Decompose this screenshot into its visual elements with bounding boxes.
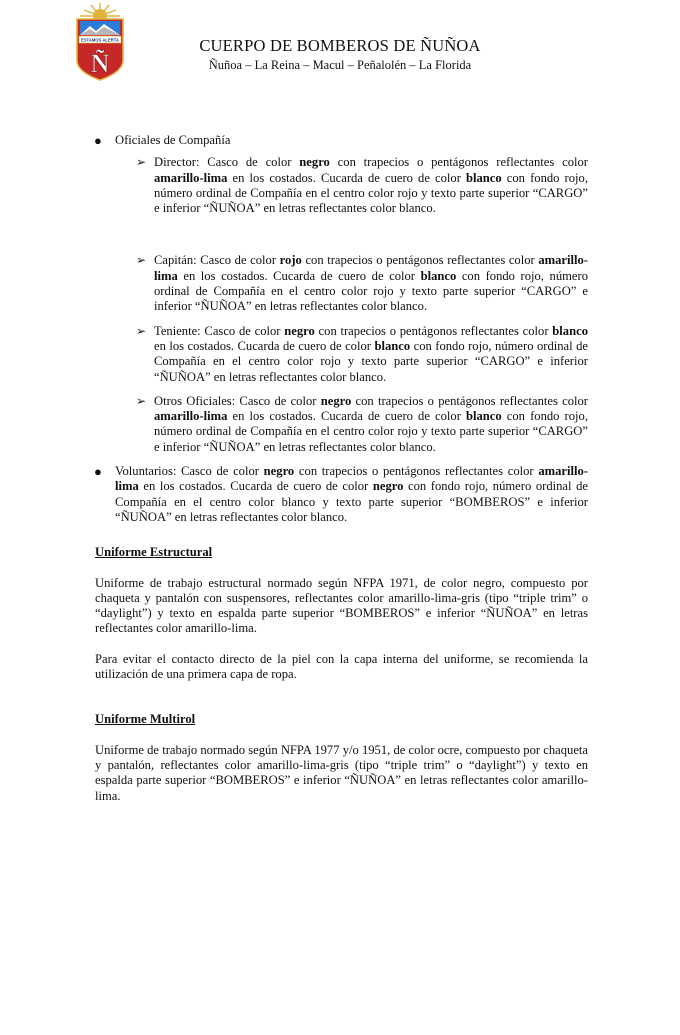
paragraph-estructural-2: Para evitar el contacto directo de la piel con la capa interna del uniforme, se recomienda la utilización de una primera capa de ropa.: [95, 651, 588, 682]
bullet-officers: [95, 133, 588, 148]
officer-item-capitan: ➢ Capitán: Casco de color rojo con trapecios o pentágonos reflectantes color amarillo-lima en los costados. Cucarda de cuero de color blanco con fondo rojo, número ordinal de Compañía en el centro color rojo y texto parte superior “CARGO” e inferior “ÑUÑOA” en letras reflectantes color blanco.: [136, 253, 588, 314]
org-title: CUERPO DE BOMBEROS DE ÑUÑOA: [199, 36, 481, 55]
arrow-bullet-icon: ➢: [136, 323, 147, 338]
heading-uniforme-multirol: Uniforme Multirol: [95, 712, 196, 727]
logo-motto: ESTAMOS ALERTA: [80, 37, 120, 43]
officer-item-director: ➢ Director: Casco de color negro con trapecios o pentágonos reflectantes color amarillo-lima en los costados. Cucarda de cuero de color blanco con fondo rojo, número ordinal de Compañía en el centro color rojo y texto parte superior “CARGO” e inferior “ÑUÑOA” en letras reflectantes color blanco.: [136, 155, 588, 216]
bullet-dot-icon: ●: [94, 464, 102, 480]
document-body: [95, 133, 588, 804]
officer-item-otros: ➢ Otros Oficiales: Casco de color negro con trapecios o pentágonos reflectantes color amarillo-lima en los costados. Cucarda de cuero de color blanco con fondo rojo, número ordinal de Compañía en el centro color rojo y texto parte superior “CARGO” e inferior “ÑUÑOA” en letras reflectantes color blanco.: [136, 393, 588, 454]
paragraph-estructural-1: Uniforme de trabajo estructural normado según NFPA 1971, de color negro, compuesto por chaqueta y pantalón con suspensores, reflectantes color amarillo-lima-gris (tipo “triple trim” o “daylight”) y texto en espalda parte superior “BOMBEROS” e inferior “ÑUÑOA” en letras reflectantes color amarillo-lima.: [95, 575, 588, 636]
logo-letter: Ñ: [90, 49, 110, 78]
heading-uniforme-estructural: Uniforme Estructural: [95, 545, 213, 560]
org-subtitle: Ñuñoa – La Reina – Macul – Peñalolén – La Florida: [208, 58, 472, 72]
arrow-bullet-icon: ➢: [136, 393, 147, 408]
arrow-bullet-icon: ➢: [136, 253, 147, 268]
bullet-volunteers: ● Voluntarios: Casco de color negro con trapecios o pentágonos reflectantes color amarillo-lima en los costados. Cucarda de cuero de color negro con fondo rojo, número ordinal de Compañía en el centro color blanco y texto parte superior “BOMBEROS” e inferior “ÑUÑOA” en letras reflectantes color blanco.: [94, 464, 589, 524]
fire-department-logo: [74, 2, 126, 82]
officers-label: Oficiales de Compañía: [115, 133, 231, 147]
arrow-bullet-icon: ➢: [136, 155, 147, 170]
officer-item-teniente: ➢ Teniente: Casco de color negro con trapecios o pentágonos reflectantes color blanco en los costados. Cucarda de cuero de color blanco con fondo rojo, número ordinal de Compañía en el centro color rojo y texto parte superior “CARGO” e inferior “ÑUÑOA” en letras reflectantes color blanco.: [136, 323, 588, 384]
bullet-dot-icon: ●: [94, 133, 102, 148]
paragraph-multirol-1: Uniforme de trabajo normado según NFPA 1977 y/o 1951, de color ocre, compuesto por chaqueta y pantalón, reflectantes color amarillo-lima-gris (tipo “triple trim” o “daylight”) y texto en espalda parte superior “BOMBEROS” e inferior “ÑUÑOA” en letras reflectantes color amarillo-lima.: [95, 742, 588, 803]
